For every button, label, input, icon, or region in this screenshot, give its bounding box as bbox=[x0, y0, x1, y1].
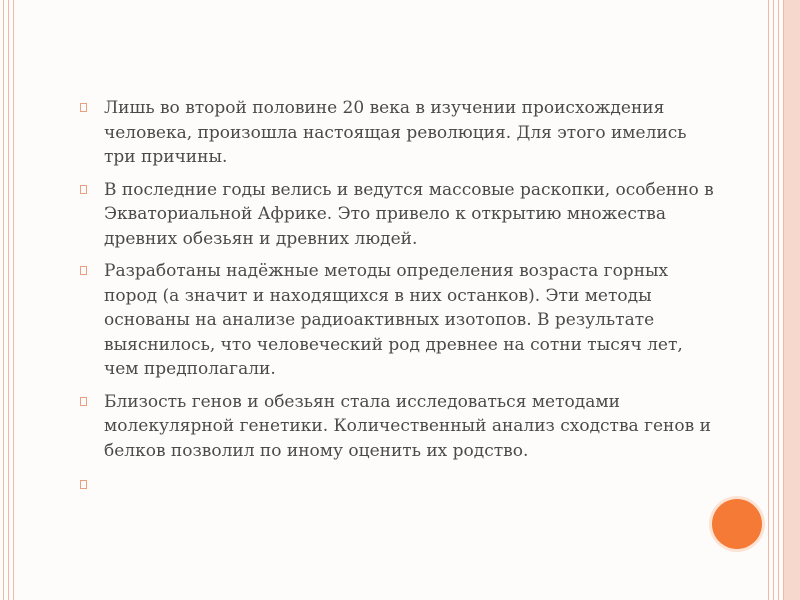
left-border-line bbox=[13, 0, 14, 600]
right-border-line bbox=[768, 0, 769, 600]
left-border-line bbox=[8, 0, 9, 600]
right-border-line bbox=[773, 0, 774, 600]
square-bullet-icon bbox=[80, 397, 87, 406]
bullet-item bbox=[78, 178, 718, 252]
empty-bullet-item bbox=[78, 473, 718, 497]
bullet-item bbox=[78, 259, 718, 382]
bullet-text: Разработаны надёжные методы определения возраста горных пород (а значит и находящихся в них останков). Эти методы основаны на анализе радиоактивных изотопов. В результате выяснилось, что человеческий род древнее на сотни тысяч лет, чем предполагали. bbox=[104, 261, 683, 379]
right-border-strip bbox=[784, 0, 800, 600]
square-bullet-icon bbox=[80, 480, 87, 489]
bullet-text: Близость генов и обезьян стала исследоваться методами молекулярной генетики. Количественный анализ сходства генов и белков позволил по иному оценить их родство. bbox=[104, 391, 711, 461]
left-border-line bbox=[3, 0, 4, 600]
bullet-item bbox=[78, 390, 718, 464]
orange-circle-icon bbox=[712, 499, 762, 549]
bullet-item bbox=[78, 96, 718, 170]
square-bullet-icon bbox=[80, 185, 87, 194]
square-bullet-icon bbox=[80, 266, 87, 275]
square-bullet-icon bbox=[80, 103, 87, 112]
bullet-text: В последние годы велись и ведутся массовые раскопки, особенно в Экваториальной Африке. Это привело к открытию множества древних обезьян и древних людей. bbox=[104, 179, 714, 249]
slide-body bbox=[78, 96, 718, 497]
right-border-line bbox=[778, 0, 779, 600]
bullet-text: Лишь во второй половине 20 века в изучении происхождения человека, произошла настоящая революция. Для этого имелись три причины. bbox=[104, 98, 687, 167]
